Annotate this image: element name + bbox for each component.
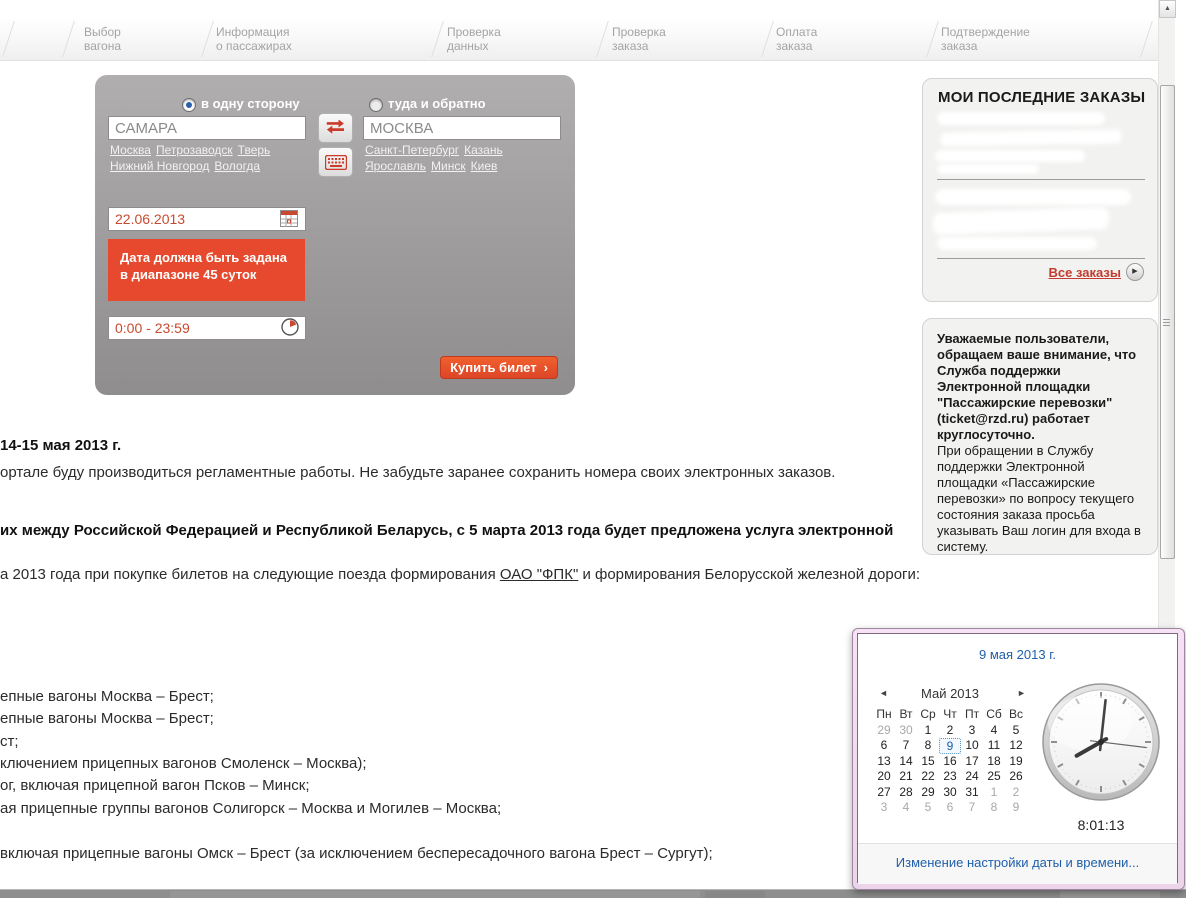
nav-step-line1: Информация xyxy=(216,25,290,39)
to-suggestions-line1 xyxy=(365,143,508,157)
calendar-day[interactable]: 18 xyxy=(987,753,1001,768)
calendar-day[interactable]: 21 xyxy=(899,769,913,784)
calendar-weekday: Пт xyxy=(964,707,980,721)
calendar-day[interactable]: 6 xyxy=(880,738,888,753)
train-list-item: включая прицепные вагоны Омск – Брест (за исключением беспересадочного вагона Брест – Сургут); xyxy=(0,845,713,862)
calendar-day[interactable]: 7 xyxy=(902,738,910,753)
train-list-item: епные вагоны Москва – Брест; xyxy=(0,688,214,705)
calendar-day[interactable]: 25 xyxy=(987,769,1001,784)
popup-footer xyxy=(858,843,1177,884)
support-notice-text: При обращении в Службу поддержки Электронной площадки «Пассажирские перевозки» по вопросу текущего состояния заказа просьба указывать Ваш логин для входа в систему. xyxy=(937,443,1141,554)
calendar-weekday: Чт xyxy=(943,707,957,721)
nav-step-line1: Проверка xyxy=(612,25,666,39)
time-range-input[interactable] xyxy=(108,316,306,340)
calendar-day[interactable]: 24 xyxy=(965,769,979,784)
nav-step-line2: о пассажирах xyxy=(216,39,292,53)
month-label: Май 2013 xyxy=(921,686,979,701)
news-heading-belarus: их между Российской Федерацией и Республикой Беларусь, с 5 марта 2013 года будет предложена услуга электронной xyxy=(0,522,894,539)
calendar-day[interactable]: 8 xyxy=(990,799,998,814)
calendar-day[interactable]: 1 xyxy=(924,723,932,737)
city-suggestion-link[interactable]: Киев xyxy=(470,159,498,173)
nav-step-line2: заказа xyxy=(612,39,649,53)
nav-step-line1: Выбор xyxy=(84,25,121,39)
nav-step-line2: заказа xyxy=(941,39,978,53)
digital-time: 8:01:13 xyxy=(1077,817,1125,833)
from-suggestions-line2 xyxy=(110,159,265,173)
buy-ticket-button[interactable] xyxy=(440,356,558,379)
city-suggestion-link[interactable]: Петрозаводск xyxy=(155,143,233,157)
calendar-day[interactable]: 28 xyxy=(899,784,913,799)
analog-clock xyxy=(1040,681,1162,803)
redacted-order-text xyxy=(937,237,1097,250)
orders-divider xyxy=(937,258,1145,259)
calendar-weekday: Пн xyxy=(876,707,892,721)
date-range-error: Дата должна быть задана в диапазоне 45 суток xyxy=(108,239,305,301)
nav-step-2[interactable] xyxy=(216,25,292,53)
redacted-order-text xyxy=(937,112,1105,125)
nav-step-6[interactable] xyxy=(941,25,1030,53)
news-heading-dates: 14-15 мая 2013 г. xyxy=(0,437,122,454)
calendar-day[interactable]: 26 xyxy=(1009,769,1023,784)
support-notice-box xyxy=(922,318,1158,555)
calendar-day[interactable]: 3 xyxy=(968,723,976,737)
keyboard-icon xyxy=(325,155,347,170)
all-orders-link[interactable]: Все заказы xyxy=(1048,265,1121,280)
scrollbar-thumb[interactable] xyxy=(1160,85,1175,559)
calendar-day[interactable]: 31 xyxy=(965,784,979,799)
calendar-day[interactable]: 1 xyxy=(990,784,998,799)
calendar-day[interactable]: 29 xyxy=(921,784,935,799)
train-list-item: ог, включая прицепной вагон Псков – Минск; xyxy=(0,777,310,794)
redacted-order-text xyxy=(937,164,1039,174)
calendar-day[interactable]: 9 xyxy=(939,738,961,753)
tickets-text-after: и формирования Белорусской железной дороги: xyxy=(578,566,921,583)
redacted-order-text xyxy=(940,129,1122,146)
calendar-day[interactable]: 29 xyxy=(877,723,891,737)
calendar-day[interactable]: 10 xyxy=(965,738,979,753)
city-suggestion-link[interactable]: Ярославль xyxy=(365,159,427,173)
swap-cities-button[interactable] xyxy=(318,113,353,143)
from-suggestions-line1 xyxy=(110,143,275,157)
calendar-weekday-row xyxy=(873,707,1029,721)
step-separator xyxy=(62,21,75,57)
calendar-day[interactable]: 22 xyxy=(921,769,935,784)
orders-divider xyxy=(937,179,1145,180)
news-paragraph-maintenance: ортале буду производиться регламентные работы. Не забудьте заранее сохранить номера своих электронных заказов. xyxy=(0,464,836,481)
calendar-day[interactable]: 13 xyxy=(877,753,891,768)
step-separator xyxy=(2,21,15,57)
calendar-day[interactable]: 30 xyxy=(943,784,957,799)
to-city-input[interactable] xyxy=(363,116,561,140)
calendar-day[interactable]: 14 xyxy=(899,753,913,768)
step-separator xyxy=(431,21,444,57)
calendar-day[interactable]: 5 xyxy=(924,799,932,814)
city-suggestion-link[interactable]: Казань xyxy=(464,143,503,157)
calendar-day[interactable]: 4 xyxy=(902,799,910,814)
recent-orders-box xyxy=(922,78,1158,302)
calendar-weekday: Вс xyxy=(1008,707,1023,721)
calendar-picker-icon[interactable] xyxy=(280,210,298,232)
calendar-day[interactable]: 15 xyxy=(921,753,935,768)
calendar-day[interactable]: 23 xyxy=(943,769,957,784)
calendar-day[interactable]: 3 xyxy=(880,799,888,814)
round-trip-label[interactable]: туда и обратно xyxy=(388,96,486,111)
prev-month-button[interactable]: ◄ xyxy=(879,688,888,698)
city-suggestion-link[interactable]: Нижний Новгород xyxy=(110,159,210,173)
nav-step-line1: Оплата xyxy=(776,25,818,39)
nav-step-line1: Подтверждение xyxy=(941,25,1030,39)
all-orders-arrow-button[interactable] xyxy=(1126,263,1144,281)
scrollbar-up-button[interactable] xyxy=(1159,0,1176,18)
train-list-item: епные вагоны Москва – Брест; xyxy=(0,710,214,727)
calendar-grid xyxy=(873,723,1029,815)
change-datetime-settings-link[interactable]: Изменение настройки даты и времени... xyxy=(895,855,1140,870)
time-picker-icon[interactable] xyxy=(281,318,299,341)
city-suggestion-link[interactable]: Тверь xyxy=(237,143,271,157)
nav-step-3[interactable] xyxy=(447,25,501,53)
news-paragraph-tickets xyxy=(0,566,920,583)
nav-step-line1: Проверка xyxy=(447,25,501,39)
next-month-button[interactable]: ► xyxy=(1017,688,1026,698)
step-separator xyxy=(761,21,774,57)
nav-step-line2: заказа xyxy=(776,39,813,53)
calendar-day[interactable]: 6 xyxy=(946,799,954,814)
one-way-label[interactable]: в одну сторону xyxy=(201,96,300,111)
redacted-order-text xyxy=(933,207,1110,235)
datetime-popup xyxy=(852,628,1185,890)
popup-date-header: 9 мая 2013 г. xyxy=(979,647,1056,662)
calendar-weekday: Сб xyxy=(986,707,1002,721)
train-list-item: ст; xyxy=(0,733,19,750)
calendar-day[interactable]: 16 xyxy=(943,753,957,768)
step-separator xyxy=(1140,21,1153,57)
ticket-search-form xyxy=(95,75,575,395)
train-list-item: ключением прицепных вагонов Смоленск – Москва); xyxy=(0,755,367,772)
swap-arrows-icon xyxy=(325,120,347,136)
support-notice-bold: Уважаемые пользователи, обращаем ваше внимание, что Служба поддержки Электронной площадки "Пассажирские перевозки" (ticket@rzd.ru) работает круглосуточно. xyxy=(937,331,1137,442)
train-list-item: ая прицепные группы вагонов Солигорск – Москва и Могилев – Москва; xyxy=(0,800,502,817)
calendar-day[interactable]: 19 xyxy=(1009,753,1023,768)
redacted-order-text xyxy=(935,150,1085,162)
calendar-day[interactable]: 7 xyxy=(968,799,976,814)
calendar-day[interactable]: 2 xyxy=(1012,784,1020,799)
nav-step-4[interactable] xyxy=(612,25,666,53)
calendar-day[interactable]: 9 xyxy=(1012,799,1020,814)
nav-step-1[interactable] xyxy=(84,25,121,53)
calendar-day[interactable]: 5 xyxy=(1012,723,1020,737)
city-suggestion-link[interactable]: Вологда xyxy=(214,159,261,173)
city-suggestion-link[interactable]: Минск xyxy=(431,159,466,173)
nav-step-line2: данных xyxy=(447,39,489,53)
calendar-day[interactable]: 2 xyxy=(946,723,954,737)
nav-step-5[interactable] xyxy=(776,25,817,53)
arrow-right-icon: ▶ xyxy=(1132,268,1138,275)
calendar-day[interactable]: 20 xyxy=(877,769,891,784)
up-arrow-icon: ▲ xyxy=(1164,5,1171,12)
step-separator xyxy=(201,21,214,57)
calendar-weekday: Вт xyxy=(899,707,913,721)
city-suggestion-link[interactable]: Санкт-Петербург xyxy=(365,143,460,157)
nav-step-line2: вагона xyxy=(84,39,122,53)
step-separator xyxy=(926,21,939,57)
calendar-day[interactable]: 17 xyxy=(965,753,979,768)
calendar-day[interactable]: 30 xyxy=(899,723,913,737)
datetime-popup-inner xyxy=(857,633,1178,883)
scrollbar-grip-icon xyxy=(1163,322,1170,323)
keyboard-button[interactable] xyxy=(318,147,353,177)
calendar-day[interactable]: 4 xyxy=(990,723,998,737)
calendar-day[interactable]: 11 xyxy=(987,738,1001,753)
calendar-day[interactable]: 27 xyxy=(877,784,891,799)
round-trip-radio[interactable] xyxy=(369,98,383,112)
city-suggestion-link[interactable]: Москва xyxy=(110,143,151,157)
calendar-weekday: Ср xyxy=(920,707,936,721)
recent-orders-title: МОИ ПОСЛЕДНИЕ ЗАКАЗЫ xyxy=(938,89,1146,106)
date-input[interactable] xyxy=(108,207,306,231)
buy-ticket-label: Купить билет xyxy=(450,360,537,375)
to-suggestions-line2 xyxy=(365,159,502,173)
checkout-steps-bar xyxy=(0,18,1158,61)
calendar-day[interactable]: 12 xyxy=(1009,738,1023,753)
one-way-radio[interactable] xyxy=(182,98,196,112)
tickets-text-before: а 2013 года при покупке билетов на следующие поезда формирования xyxy=(0,566,500,583)
calendar-day[interactable]: 8 xyxy=(924,738,932,753)
step-separator xyxy=(596,21,609,57)
from-city-input[interactable] xyxy=(108,116,306,140)
fpk-link[interactable]: ОАО "ФПК" xyxy=(499,566,579,583)
arrow-right-icon: › xyxy=(543,360,548,375)
redacted-order-text xyxy=(935,189,1131,205)
